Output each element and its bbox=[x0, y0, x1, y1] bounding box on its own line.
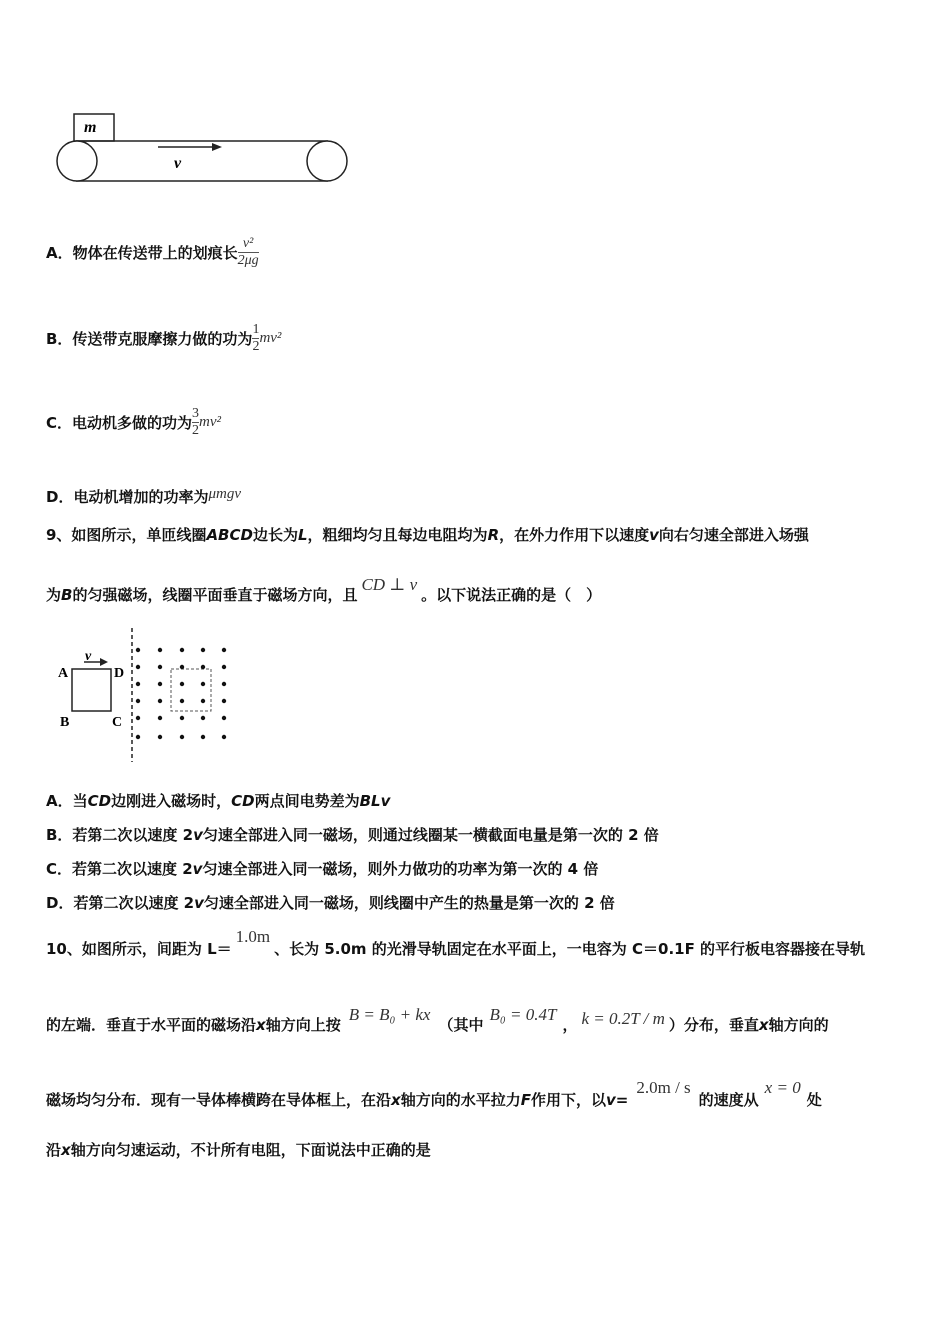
q10-stem-line2: 的左端．垂直于水平面的磁场沿x轴方向上按B = B₀ + kx（其中B₀ = 0.4T， k = 0.2T / m ）分布，垂直x轴方向的 bbox=[46, 1005, 829, 1034]
q9-option-a: A．当CD边刚进入磁场时，CD两点间电势差为BLv bbox=[46, 792, 391, 810]
field-dot bbox=[180, 716, 184, 720]
field-dot bbox=[201, 735, 205, 739]
field-dot bbox=[222, 735, 226, 739]
field-dot bbox=[158, 648, 162, 652]
field-dot bbox=[201, 648, 205, 652]
coil-velocity-arrowhead bbox=[100, 658, 108, 666]
field-dot bbox=[136, 682, 140, 686]
q10-stem-line4: 沿x轴方向匀速运动，不计所有电阻，下面说法中正确的是 bbox=[46, 1141, 431, 1159]
coil-abcd bbox=[72, 669, 111, 711]
coil-velocity-label: v bbox=[85, 649, 92, 664]
field-dot bbox=[136, 716, 140, 720]
field-dot bbox=[222, 665, 226, 669]
fraction: $\frac{1}{2}$ bbox=[252, 322, 260, 354]
velocity-label: v bbox=[174, 155, 182, 172]
conveyor-belt-figure bbox=[54, 112, 350, 188]
q9-stem-line2: 为B的匀强磁场，线圈平面垂直于磁场方向，且CD ⊥ v。以下说法正确的是（ ） bbox=[46, 575, 602, 604]
q9-option-b: B．若第二次以速度 2v匀速全部进入同一磁场，则通过线圈某一横截面电量是第一次的 2 倍 bbox=[46, 826, 659, 844]
velocity-arrowhead bbox=[212, 143, 222, 151]
field-dot bbox=[180, 682, 184, 686]
field-dot bbox=[180, 699, 184, 703]
mass-label: m bbox=[84, 119, 97, 136]
fraction: $\frac{3}{2}$ bbox=[192, 406, 200, 438]
label-C: C bbox=[112, 715, 123, 730]
field-dot bbox=[201, 665, 205, 669]
label-A: A bbox=[58, 666, 69, 681]
field-dot bbox=[222, 648, 226, 652]
field-dot bbox=[180, 648, 184, 652]
field-dot bbox=[158, 699, 162, 703]
label-B: B bbox=[60, 715, 70, 730]
q10-stem-line1: 10、如图所示，间距为 L＝1.0m、长为 5.0m 的光滑导轨固定在水平面上，一电容为 C＝0.1F 的平行板电容器接在导轨 bbox=[46, 927, 866, 958]
field-dot bbox=[136, 735, 140, 739]
field-dot bbox=[201, 716, 205, 720]
q8-option-c: C．电动机多做的功为 $\frac{3}{2}$ mv² bbox=[46, 406, 222, 438]
label-D: D bbox=[114, 666, 125, 681]
field-dots bbox=[136, 648, 226, 739]
field-dot bbox=[136, 665, 140, 669]
field-dot bbox=[158, 735, 162, 739]
field-dot bbox=[136, 699, 140, 703]
left-roller bbox=[57, 141, 97, 181]
fraction: $\frac{\text{v²}}{2\mu g}$ bbox=[237, 236, 259, 268]
field-dot bbox=[158, 682, 162, 686]
coil-dashed-position bbox=[171, 669, 211, 711]
field-dot bbox=[201, 699, 205, 703]
field-dot bbox=[180, 735, 184, 739]
field-dot bbox=[222, 716, 226, 720]
q9-option-d: D．若第二次以速度 2v匀速全部进入同一磁场，则线圈中产生的热量是第一次的 2 倍 bbox=[46, 894, 615, 912]
field-dot bbox=[222, 699, 226, 703]
q8-option-a: A．物体在传送带上的划痕长 $\frac{\text{v²}}{2\mu g}$ bbox=[46, 236, 259, 268]
q9-option-c: C．若第二次以速度 2v匀速全部进入同一磁场，则外力做功的功率为第一次的 4 倍 bbox=[46, 860, 599, 878]
q8-option-d: D．电动机增加的功率为μmgv bbox=[46, 486, 241, 506]
field-dot bbox=[158, 716, 162, 720]
q9-stem-line1: 9、如图所示，单匝线圈ABCD边长为L，粗细均匀且每边电阻均为R，在外力作用下以速度v向右匀速全部进入场强 bbox=[46, 526, 809, 544]
field-dot bbox=[222, 682, 226, 686]
q10-stem-line3: 磁场均匀分布．现有一导体棒横跨在导体框上，在沿x轴方向的水平拉力F作用下，以v=2.0m / s的速度从x = 0处 bbox=[46, 1078, 822, 1109]
right-roller bbox=[307, 141, 347, 181]
field-dot bbox=[158, 665, 162, 669]
field-dot bbox=[136, 648, 140, 652]
field-dot bbox=[180, 665, 184, 669]
q8-option-b: B．传送带克服摩擦力做的功为 $\frac{1}{2}$ mv² bbox=[46, 322, 282, 354]
field-dot bbox=[201, 682, 205, 686]
coil-magnetic-field-figure bbox=[54, 626, 244, 764]
